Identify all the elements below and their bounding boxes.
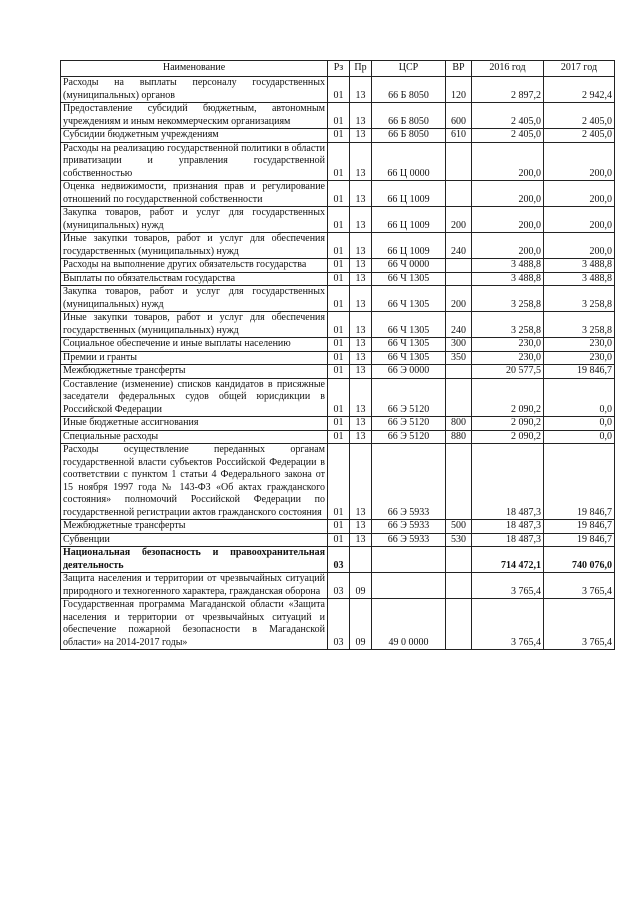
row-pr-cell: 13	[350, 103, 372, 129]
row-name-cell: Иные закупки товаров, работ и услуг для обеспечения государственных (муниципальных) нужд	[61, 233, 328, 259]
row-vr-cell: 240	[446, 312, 472, 338]
row-csr-cell: 66 Б 8050	[372, 77, 446, 103]
table-row	[61, 259, 615, 273]
row-2017-cell: 2 942,4	[544, 77, 615, 103]
table-header-row	[61, 61, 615, 77]
row-pr-cell: 13	[350, 259, 372, 273]
table-row	[61, 547, 615, 573]
row-csr-cell: 66 Ц 1009	[372, 233, 446, 259]
row-pr-cell: 13	[350, 286, 372, 312]
row-csr-cell: 66 Ч 1305	[372, 338, 446, 352]
header-rz: Рз	[328, 61, 350, 77]
row-vr-cell: 800	[446, 417, 472, 431]
row-pr-cell: 13	[350, 233, 372, 259]
row-pr-cell: 13	[350, 417, 372, 431]
row-2016-cell: 18 487,3	[472, 533, 544, 547]
header-year-2017: 2017 год	[544, 61, 615, 77]
row-2017-cell: 2 405,0	[544, 129, 615, 143]
row-2017-cell: 230,0	[544, 351, 615, 365]
row-csr-cell: 66 Ч 1305	[372, 286, 446, 312]
row-2016-cell: 18 487,3	[472, 444, 544, 520]
row-vr-cell	[446, 365, 472, 379]
row-pr-cell: 13	[350, 272, 372, 286]
row-2016-cell: 230,0	[472, 338, 544, 352]
row-2017-cell: 0,0	[544, 430, 615, 444]
row-name-cell: Составление (изменение) списков кандидатов в присяжные заседатели федеральных судов общей юрисдикции в Российской Федерации	[61, 378, 328, 417]
row-csr-cell: 66 Э 0000	[372, 365, 446, 379]
row-2016-cell: 3 488,8	[472, 259, 544, 273]
row-2017-cell: 200,0	[544, 233, 615, 259]
row-2016-cell: 3 258,8	[472, 286, 544, 312]
row-name-cell: Национальная безопасность и правоохранительная деятельность	[61, 547, 328, 573]
row-2016-cell: 2 405,0	[472, 103, 544, 129]
row-vr-cell	[446, 573, 472, 599]
row-rz-cell: 01	[328, 272, 350, 286]
row-rz-cell: 03	[328, 599, 350, 650]
row-vr-cell: 610	[446, 129, 472, 143]
row-2017-cell: 2 405,0	[544, 103, 615, 129]
row-name-cell: Межбюджетные трансферты	[61, 520, 328, 534]
row-vr-cell	[446, 181, 472, 207]
table-row	[61, 129, 615, 143]
row-vr-cell: 300	[446, 338, 472, 352]
row-pr-cell: 13	[350, 365, 372, 379]
table-row	[61, 378, 615, 417]
row-2016-cell: 3 765,4	[472, 573, 544, 599]
table-row	[61, 272, 615, 286]
row-rz-cell: 01	[328, 286, 350, 312]
header-vr: ВР	[446, 61, 472, 77]
row-pr-cell: 13	[350, 181, 372, 207]
row-csr-cell: 66 Ч 1305	[372, 312, 446, 338]
row-rz-cell: 01	[328, 77, 350, 103]
row-pr-cell	[350, 547, 372, 573]
row-rz-cell: 01	[328, 444, 350, 520]
table-row	[61, 365, 615, 379]
header-csr: ЦСР	[372, 61, 446, 77]
row-vr-cell: 530	[446, 533, 472, 547]
row-rz-cell: 01	[328, 181, 350, 207]
row-vr-cell: 500	[446, 520, 472, 534]
row-name-cell: Иные бюджетные ассигнования	[61, 417, 328, 431]
row-rz-cell: 01	[328, 207, 350, 233]
row-2016-cell: 2 897,2	[472, 77, 544, 103]
row-vr-cell: 240	[446, 233, 472, 259]
table-row	[61, 338, 615, 352]
row-csr-cell: 66 Ц 1009	[372, 181, 446, 207]
row-rz-cell: 01	[328, 351, 350, 365]
row-2017-cell: 3 258,8	[544, 286, 615, 312]
row-vr-cell: 880	[446, 430, 472, 444]
table-row	[61, 207, 615, 233]
table-row	[61, 181, 615, 207]
table-row	[61, 142, 615, 181]
row-csr-cell: 66 Э 5933	[372, 533, 446, 547]
row-name-cell: Предоставление субсидий бюджетным, автономным учреждениям и иным некоммерческим организациям	[61, 103, 328, 129]
row-rz-cell: 01	[328, 142, 350, 181]
row-vr-cell	[446, 142, 472, 181]
row-name-cell: Закупка товаров, работ и услуг для государственных (муниципальных) нужд	[61, 286, 328, 312]
row-2017-cell: 19 846,7	[544, 520, 615, 534]
row-2017-cell: 200,0	[544, 181, 615, 207]
header-pr: Пр	[350, 61, 372, 77]
table-body	[61, 77, 615, 650]
row-2017-cell: 19 846,7	[544, 365, 615, 379]
row-2016-cell: 230,0	[472, 351, 544, 365]
row-2017-cell: 200,0	[544, 207, 615, 233]
row-name-cell: Расходы на реализацию государственной политики в области приватизации и управления государственной собственностью	[61, 142, 328, 181]
row-rz-cell: 01	[328, 365, 350, 379]
row-rz-cell: 03	[328, 547, 350, 573]
table-row	[61, 103, 615, 129]
row-rz-cell: 01	[328, 533, 350, 547]
header-name: Наименование	[61, 61, 328, 77]
row-2016-cell: 2 090,2	[472, 417, 544, 431]
table-row	[61, 520, 615, 534]
row-csr-cell: 66 Э 5120	[372, 417, 446, 431]
row-name-cell: Расходы осуществление переданных органам государственной власти субъектов Российской Федерации в соответствии с пунктом 1 статьи 4 Федерального закона от 15 ноября 1997 года № 143-ФЗ «Об актах гражданского состояния» полномочий Российской Федерации по государственной регистрации актов гражданского состояния	[61, 444, 328, 520]
table-row	[61, 430, 615, 444]
table-row	[61, 77, 615, 103]
row-csr-cell: 66 Э 5933	[372, 444, 446, 520]
row-2017-cell: 200,0	[544, 142, 615, 181]
row-2016-cell: 3 765,4	[472, 599, 544, 650]
row-vr-cell	[446, 272, 472, 286]
row-pr-cell: 13	[350, 378, 372, 417]
row-csr-cell: 66 Э 5120	[372, 430, 446, 444]
row-rz-cell: 01	[328, 103, 350, 129]
row-vr-cell	[446, 444, 472, 520]
row-pr-cell: 09	[350, 573, 372, 599]
row-rz-cell: 01	[328, 378, 350, 417]
row-name-cell: Расходы на выплаты персоналу государственных (муниципальных) органов	[61, 77, 328, 103]
row-pr-cell: 13	[350, 430, 372, 444]
row-vr-cell	[446, 378, 472, 417]
table-row	[61, 533, 615, 547]
row-csr-cell: 66 Ц 0000	[372, 142, 446, 181]
row-vr-cell	[446, 599, 472, 650]
row-name-cell: Защита населения и территории от чрезвычайных ситуаций природного и техногенного характера, гражданская оборона	[61, 573, 328, 599]
row-vr-cell: 120	[446, 77, 472, 103]
row-csr-cell: 66 Ч 1305	[372, 272, 446, 286]
row-csr-cell: 49 0 0000	[372, 599, 446, 650]
row-2017-cell: 0,0	[544, 378, 615, 417]
table-row	[61, 444, 615, 520]
row-pr-cell: 13	[350, 351, 372, 365]
row-2017-cell: 3 488,8	[544, 272, 615, 286]
row-pr-cell: 09	[350, 599, 372, 650]
row-name-cell: Премии и гранты	[61, 351, 328, 365]
row-2017-cell: 3 258,8	[544, 312, 615, 338]
row-csr-cell	[372, 573, 446, 599]
row-pr-cell: 13	[350, 142, 372, 181]
row-name-cell: Межбюджетные трансферты	[61, 365, 328, 379]
row-csr-cell: 66 Э 5933	[372, 520, 446, 534]
row-pr-cell: 13	[350, 129, 372, 143]
row-rz-cell: 01	[328, 520, 350, 534]
row-pr-cell: 13	[350, 533, 372, 547]
row-2016-cell: 3 258,8	[472, 312, 544, 338]
row-2017-cell: 3 765,4	[544, 573, 615, 599]
row-vr-cell: 350	[446, 351, 472, 365]
row-rz-cell: 01	[328, 259, 350, 273]
row-2017-cell: 3 765,4	[544, 599, 615, 650]
table-row	[61, 417, 615, 431]
row-2016-cell: 20 577,5	[472, 365, 544, 379]
row-rz-cell: 01	[328, 233, 350, 259]
row-rz-cell: 01	[328, 129, 350, 143]
row-name-cell: Специальные расходы	[61, 430, 328, 444]
row-2017-cell: 3 488,8	[544, 259, 615, 273]
row-rz-cell: 01	[328, 417, 350, 431]
row-pr-cell: 13	[350, 520, 372, 534]
row-rz-cell: 01	[328, 338, 350, 352]
row-pr-cell: 13	[350, 77, 372, 103]
row-vr-cell: 200	[446, 207, 472, 233]
row-2016-cell: 2 090,2	[472, 378, 544, 417]
row-csr-cell: 66 Ч 1305	[372, 351, 446, 365]
row-rz-cell: 03	[328, 573, 350, 599]
row-2017-cell: 0,0	[544, 417, 615, 431]
row-2016-cell: 18 487,3	[472, 520, 544, 534]
row-2017-cell: 19 846,7	[544, 444, 615, 520]
row-2016-cell: 2 405,0	[472, 129, 544, 143]
row-name-cell: Государственная программа Магаданской области «Защита населения и территории от чрезвычайных ситуаций и обеспечение пожарной безопасности в Магаданской области» на 2014-2017 годы»	[61, 599, 328, 650]
row-2016-cell: 714 472,1	[472, 547, 544, 573]
row-pr-cell: 13	[350, 207, 372, 233]
row-name-cell: Иные закупки товаров, работ и услуг для обеспечения государственных (муниципальных) нужд	[61, 312, 328, 338]
row-2017-cell: 230,0	[544, 338, 615, 352]
table-row	[61, 286, 615, 312]
row-2016-cell: 200,0	[472, 142, 544, 181]
budget-table	[60, 60, 615, 650]
row-csr-cell: 66 Ч 0000	[372, 259, 446, 273]
table-row	[61, 233, 615, 259]
row-2017-cell: 19 846,7	[544, 533, 615, 547]
row-pr-cell: 13	[350, 312, 372, 338]
header-year-2016: 2016 год	[472, 61, 544, 77]
row-csr-cell: 66 Б 8050	[372, 129, 446, 143]
row-2016-cell: 200,0	[472, 207, 544, 233]
row-2016-cell: 200,0	[472, 233, 544, 259]
table-row	[61, 312, 615, 338]
row-csr-cell	[372, 547, 446, 573]
row-name-cell: Оценка недвижимости, признания прав и регулирование отношений по государственной собственности	[61, 181, 328, 207]
row-vr-cell: 200	[446, 286, 472, 312]
row-2016-cell: 3 488,8	[472, 272, 544, 286]
row-csr-cell: 66 Ц 1009	[372, 207, 446, 233]
row-vr-cell	[446, 259, 472, 273]
row-vr-cell: 600	[446, 103, 472, 129]
row-2016-cell: 2 090,2	[472, 430, 544, 444]
row-name-cell: Субвенции	[61, 533, 328, 547]
row-rz-cell: 01	[328, 312, 350, 338]
row-pr-cell: 13	[350, 338, 372, 352]
row-name-cell: Субсидии бюджетным учреждениям	[61, 129, 328, 143]
table-row	[61, 573, 615, 599]
row-rz-cell: 01	[328, 430, 350, 444]
row-csr-cell: 66 Э 5120	[372, 378, 446, 417]
row-pr-cell: 13	[350, 444, 372, 520]
table-row	[61, 351, 615, 365]
row-csr-cell: 66 Б 8050	[372, 103, 446, 129]
row-vr-cell	[446, 547, 472, 573]
row-name-cell: Закупка товаров, работ и услуг для государственных (муниципальных) нужд	[61, 207, 328, 233]
table-row	[61, 599, 615, 650]
row-name-cell: Расходы на выполнение других обязательств государства	[61, 259, 328, 273]
row-name-cell: Социальное обеспечение и иные выплаты населению	[61, 338, 328, 352]
row-name-cell: Выплаты по обязательствам государства	[61, 272, 328, 286]
row-2017-cell: 740 076,0	[544, 547, 615, 573]
row-2016-cell: 200,0	[472, 181, 544, 207]
